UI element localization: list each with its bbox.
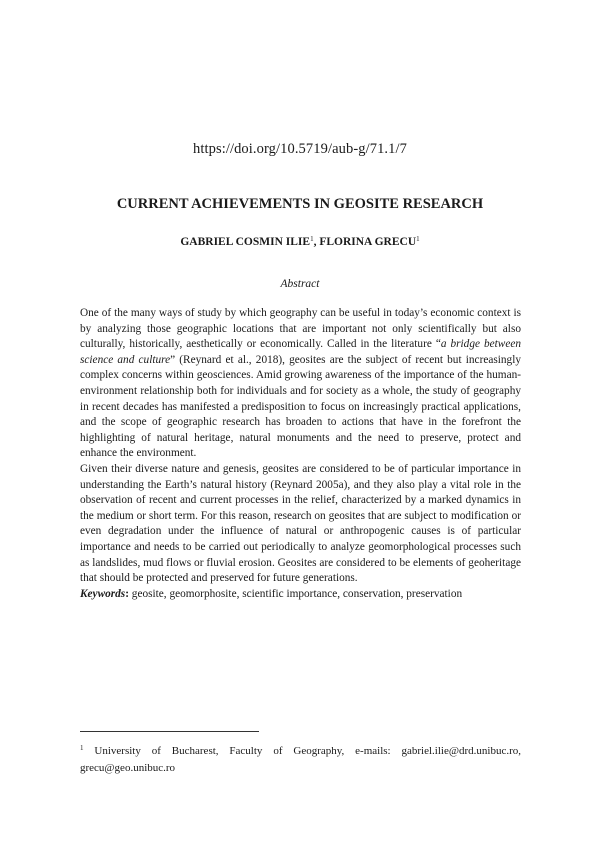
author-name: GABRIEL COSMIN ILIE [180, 236, 311, 248]
author-line [0, 235, 600, 248]
author-separator: , [313, 236, 320, 248]
abstract-text: One of the many ways of study by which geography can be useful in today’s economic context is by analyzing those geographic locations that are important not only scientifically but also culturally, historically, aesthetically or economically. Called in the literature “ [80, 307, 521, 351]
keywords-colon: : [125, 587, 129, 600]
abstract-body [80, 306, 521, 602]
author-name: FLORINA GRECU [319, 236, 417, 248]
doi-link[interactable]: https://doi.org/10.5719/aub-g/71.1/7 [193, 141, 407, 157]
footnote-divider [80, 731, 259, 732]
abstract-heading: Abstract [280, 278, 320, 290]
abstract-text: ” (Reynard et al., 2018), geosites are the subject of recent but increasingly complex concerns within geosciences. Amid growing awareness of the importance of the human-environment relationship both for individuals and for society as a whole, the study of geography in recent decades has manifested a predisposition to focus on increasingly practical applications, and the scope of geographic research has broaden to actions that have in the forefront the highlighting of natural heritage, natural monuments and the need to preserve, protect and enhance the environment. [80, 353, 521, 460]
abstract-paragraph: Given their diverse nature and genesis, geosites are considered to be of particular importance in understanding the Earth’s natural history (Reynard 2005a), and they also play a vital role in the observation of recent and current processes in the relief, characterized by a marked dynamics in the medium or short term. For this reason, research on geosites that are subject to modification or even degradation under the influence of natural or anthropogenic causes is of particular importance and needs to be carried out periodically to analyze geomorphological processes such as landslides, mud flows or fluvial erosion. Geosites are considered to be elements of geoheritage that should be protected and preserved for future generations. [80, 462, 521, 585]
keywords-label: Keywords [80, 587, 126, 600]
abstract-paragraph [80, 306, 521, 462]
footnote-marker: 1 [80, 744, 84, 752]
footnote-text: University of Bucharest, Faculty of Geography, e-mails: gabriel.ilie@drd.unibuc.ro, grecu@geo.unibuc.ro [80, 745, 521, 774]
footnote [80, 740, 521, 777]
footnote-marker: 1 [416, 235, 420, 243]
keywords-line [80, 587, 521, 603]
paper-title: CURRENT ACHIEVEMENTS IN GEOSITE RESEARCH [116, 196, 484, 212]
keywords-text: geosite, geomorphosite, scientific importance, conservation, preservation [128, 587, 463, 600]
footnote-marker: 1 [310, 235, 314, 243]
quoted-phrase: a bridge between science and culture [80, 338, 521, 366]
